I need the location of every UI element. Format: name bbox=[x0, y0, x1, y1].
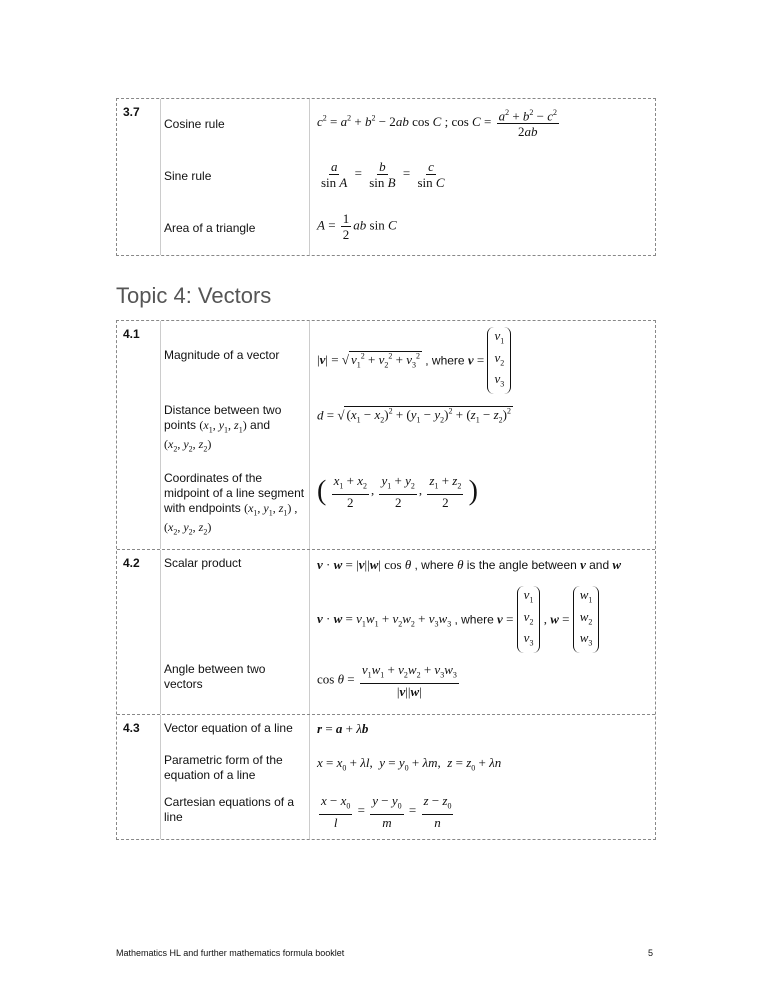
area-triangle-formula: A = $\frac{1}{2}$ ab sin C bbox=[317, 211, 397, 242]
distance-label-line: Distance between two bbox=[164, 403, 282, 417]
divider bbox=[160, 715, 161, 839]
section-4-1 bbox=[117, 321, 655, 550]
cartesian-label-line: line bbox=[164, 810, 183, 824]
midpoint-label-line: midpoint of a line segment bbox=[164, 486, 305, 500]
sine-rule-formula: $\frac{a}{\text{sin A}}$ = $\frac{b}{\text{sin B}}$ = $\frac{c}{\text{sin C}}$ bbox=[321, 159, 445, 190]
parametric-label bbox=[164, 753, 312, 783]
table-topic-4 bbox=[116, 320, 656, 840]
midpoint-label-line: Coordinates of the bbox=[164, 471, 263, 485]
sine-rule-label: Sine rule bbox=[164, 169, 212, 183]
area-triangle-label: Area of a triangle bbox=[164, 221, 256, 235]
cosine-rule-label: Cosine rule bbox=[164, 117, 225, 131]
midpoint-formula: ( $\frac{x_1 + x_2}{2}$ , $\frac{y_1 + y_2}{2}$ , $\frac{z_1 + z_2}{2}$ ) bbox=[317, 473, 478, 510]
section-number: 3.7 bbox=[123, 105, 140, 119]
cosine-rule-formula: $c^2 = a^2 + b^2 - 2ab$ cos C ; cos C = $\frac{a^2 + b^2 - c^2}{2ab}$ bbox=[317, 105, 561, 139]
page-title: Topic 4: Vectors bbox=[116, 283, 272, 308]
magnitude-label: Magnitude of a vector bbox=[164, 348, 280, 362]
scalar-product-formula-2: $v \cdot w = v_1w_1 + v_2w_2 + v_3w_3$ , where v = $v_1$ $v_2$ $v_3$ , w = $w_1$ $w_2$ $w_3$ bbox=[317, 586, 599, 653]
semicolon: ; bbox=[444, 114, 449, 130]
distance-formula: d = √ $(x_1 - x_2)^2 + (y_1 - y_2)^2 + (z_1 - z_2)^2$ bbox=[317, 407, 511, 425]
parametric-label-line: equation of a line bbox=[164, 768, 256, 782]
parametric-formula: $x = x_0 + \lambda l$, $y = y_0 + \lambda m$, $z = z_0 + \lambda n$ bbox=[317, 755, 502, 773]
distance-label-line: points bbox=[164, 418, 197, 432]
page-number: 5 bbox=[648, 948, 654, 958]
angle-between-text: is the angle between bbox=[466, 558, 577, 572]
where-text: , where bbox=[454, 612, 494, 627]
vector-equation-label: Vector equation of a line bbox=[164, 721, 293, 735]
where-text: , where bbox=[425, 353, 465, 368]
section-number: 4.2 bbox=[123, 556, 140, 570]
divider bbox=[160, 99, 161, 255]
magnitude-formula: |v| = √ $v_1^2 + v_2^2 + v_3^2$ , where v = $v_1$ $v_2$ $v_3$ bbox=[317, 327, 511, 394]
cartesian-label-line: Cartesian equations of a bbox=[164, 795, 295, 809]
and-text: and bbox=[250, 418, 271, 432]
distance-label: Distance between two points ($x_1$, $y_1$, $z_1$) and ($x_2$, $y_2$, $z_2$) bbox=[164, 403, 282, 454]
section-number: 4.1 bbox=[123, 327, 140, 341]
angle-between-label bbox=[164, 662, 312, 692]
vector-equation-formula: r = a + λb bbox=[317, 721, 369, 736]
angle-label-line: Angle between two bbox=[164, 662, 266, 676]
section-number: 4.3 bbox=[123, 721, 140, 735]
cartesian-label bbox=[164, 795, 312, 825]
section-4-3 bbox=[117, 715, 655, 839]
scalar-product-formula-1: v · w = |v||w| cos θ , where θ is the angle between v and w bbox=[317, 557, 622, 572]
section-3-7 bbox=[117, 99, 655, 255]
and-text: and bbox=[589, 558, 610, 572]
midpoint-label-line: with endpoints bbox=[164, 501, 241, 515]
midpoint-label: Coordinates of the midpoint of a line segment with endpoints ($x_1$, $y_1$, $z_1$) , ($x_2$, $y_2$, $z_2$) bbox=[164, 471, 305, 537]
angle-label-line: vectors bbox=[164, 677, 203, 691]
divider bbox=[160, 321, 161, 549]
section-4-2 bbox=[117, 550, 655, 715]
footer-title: Mathematics HL and further mathematics formula booklet bbox=[116, 948, 345, 958]
parametric-label-line: Parametric form of the bbox=[164, 753, 283, 767]
where-text: , where bbox=[414, 558, 454, 572]
divider bbox=[160, 550, 161, 714]
cartesian-formula: $\frac{x - x_0}{l}$ = $\frac{y - y_0}{m}$ = $\frac{z - z_0}{n}$ bbox=[321, 793, 452, 830]
scalar-product-label: Scalar product bbox=[164, 556, 242, 570]
table-3-7 bbox=[116, 98, 656, 256]
angle-between-formula: cos θ = $\frac{v_1w_1 + v_2w_2 + v_3w_3}{|v||w|}$ bbox=[317, 662, 457, 699]
